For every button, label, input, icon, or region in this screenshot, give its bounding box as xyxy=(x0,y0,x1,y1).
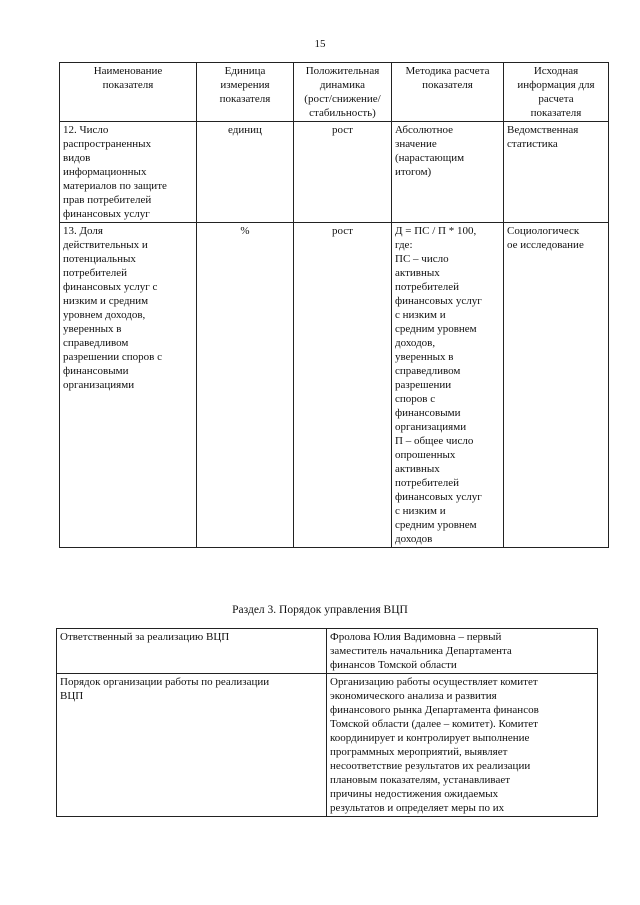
cell-text-line: финансовыми xyxy=(395,407,461,419)
indicator-source xyxy=(504,122,609,223)
cell-text-line: заместитель начальника Департамента xyxy=(330,645,512,657)
cell-text-line: расчета xyxy=(538,93,574,105)
table-row xyxy=(60,223,609,548)
cell-text-line: статистика xyxy=(507,138,558,150)
header-source xyxy=(504,63,609,122)
cell-text-line: финансов Томской области xyxy=(330,659,457,671)
cell-text-line: ВЦП xyxy=(60,690,84,702)
cell-text-line: с низким и xyxy=(395,309,446,321)
indicator-table xyxy=(59,62,609,548)
indicator-method xyxy=(392,122,504,223)
cell-text-line: доходов, xyxy=(395,337,436,349)
cell-text-line: Д = ПС / П * 100, xyxy=(395,225,477,237)
cell-text-line: уровнем доходов, xyxy=(63,309,146,321)
header-dynamics xyxy=(294,63,392,122)
cell-text-line: разрешении xyxy=(395,379,452,391)
cell-text-line: потенциальных xyxy=(63,253,136,265)
cell-text-line: динамика xyxy=(319,79,366,91)
indicator-unit: единиц xyxy=(197,122,294,223)
cell-text-line: показателя xyxy=(102,79,154,91)
cell-text-line: разрешении споров с xyxy=(63,351,162,363)
cell-text-line: Порядок организации работы по реализации xyxy=(60,676,270,688)
cell-text-line: измерения xyxy=(220,79,270,91)
cell-text-line: плановым показателям, устанавливает xyxy=(330,774,511,786)
indicator-dynamics: рост xyxy=(294,223,392,548)
indicator-header-row xyxy=(60,63,609,122)
section-title: Раздел 3. Порядок управления ВЦП xyxy=(232,604,408,616)
table-row xyxy=(60,122,609,223)
cell-text-line: ПС – число xyxy=(395,253,449,265)
cell-text-line: потребителей xyxy=(395,477,459,489)
header-method xyxy=(392,63,504,122)
indicator-dynamics: рост xyxy=(294,122,392,223)
cell-text-line: потребителей xyxy=(395,281,459,293)
cell-text-line: программных мероприятий, выявляет xyxy=(330,746,508,758)
cell-text-line: действительных и xyxy=(63,239,148,251)
cell-text-line: финансовых услуг xyxy=(63,208,150,220)
cell-text-line: низким и средним xyxy=(63,295,149,307)
indicator-name xyxy=(60,122,197,223)
cell-text-line: Наименование xyxy=(93,65,163,77)
cell-text-line: финансовых услуг xyxy=(395,491,482,503)
cell-text-line: стабильность) xyxy=(309,107,376,119)
cell-text-line: экономического анализа и развития xyxy=(330,690,497,702)
cell-text-line: причины недостижения ожидаемых xyxy=(330,788,499,800)
cell-text-line: средним уровнем xyxy=(395,519,477,531)
cell-text-line: показателя xyxy=(530,107,582,119)
cell-text-line: финансовыми xyxy=(63,365,129,377)
cell-text-line: координирует и контролирует выполнение xyxy=(330,732,530,744)
cell-text-line: опрошенных xyxy=(395,449,456,461)
management-value xyxy=(327,674,598,817)
cell-text-line: Абсолютное xyxy=(395,124,453,136)
indicator-unit: % xyxy=(197,223,294,548)
management-value xyxy=(327,629,598,674)
cell-text-line: где: xyxy=(395,239,413,251)
cell-text-line: распространенных xyxy=(63,138,152,150)
cell-text-line: прав потребителей xyxy=(63,194,152,206)
cell-text-line: результатов и определяет меры по их xyxy=(330,802,505,814)
cell-text-line: споров с xyxy=(395,393,436,405)
cell-text-line: справедливом xyxy=(395,365,461,377)
cell-text-line: активных xyxy=(395,267,440,279)
cell-text-line: финансовых услуг xyxy=(395,295,482,307)
cell-text-line: значение xyxy=(395,138,437,150)
cell-text-line: организациями xyxy=(395,421,467,433)
cell-text-line: Социологическ xyxy=(507,225,580,237)
cell-text-line: средним уровнем xyxy=(395,323,477,335)
cell-text-line: с низким и xyxy=(395,505,446,517)
header-name xyxy=(60,63,197,122)
cell-text-line: 12. Число xyxy=(63,124,109,136)
cell-text-line: Организацию работы осуществляет комитет xyxy=(330,676,538,688)
cell-text-line: материалов по защите xyxy=(63,180,167,192)
cell-text-line: Томской области (далее – комитет). Комитет xyxy=(330,718,538,730)
management-label xyxy=(57,629,327,674)
cell-text-line: Положительная xyxy=(305,65,380,77)
management-table xyxy=(56,628,598,817)
cell-text-line: (рост/снижение/ xyxy=(304,93,381,105)
cell-text-line: Ответственный за реализацию ВЦП xyxy=(60,631,230,643)
management-label xyxy=(57,674,327,817)
cell-text-line: организациями xyxy=(63,379,135,391)
cell-text-line: потребителей xyxy=(63,267,127,279)
cell-text-line: 13. Доля xyxy=(63,225,103,237)
cell-text-line: Ведомственная xyxy=(507,124,579,136)
cell-text-line: видов xyxy=(63,152,91,164)
table-row xyxy=(57,629,598,674)
cell-text-line: Методика расчета xyxy=(405,65,490,77)
cell-text-line: справедливом xyxy=(63,337,129,349)
cell-text-line: уверенных в xyxy=(395,351,454,363)
cell-text-line: Единица xyxy=(224,65,266,77)
cell-text-line: показателя xyxy=(422,79,473,91)
cell-text-line: (нарастающим xyxy=(395,152,465,164)
cell-text-line: показателя xyxy=(219,93,271,105)
cell-text-line: финансового рынка Департамента финансов xyxy=(330,704,539,716)
cell-text-line: информация для xyxy=(517,79,595,91)
cell-text-line: активных xyxy=(395,463,440,475)
cell-text-line: несоответствие результатов их реализации xyxy=(330,760,531,772)
cell-text-line: доходов xyxy=(395,533,433,545)
indicator-method xyxy=(392,223,504,548)
cell-text-line: уверенных в xyxy=(63,323,122,335)
page-number: 15 xyxy=(314,38,326,50)
header-unit xyxy=(197,63,294,122)
cell-text-line: П – общее число xyxy=(395,435,474,447)
cell-text-line: финансовых услуг с xyxy=(63,281,158,293)
cell-text-line: Исходная xyxy=(533,65,579,77)
indicator-name xyxy=(60,223,197,548)
cell-text-line: информационных xyxy=(63,166,147,178)
cell-text-line: Фролова Юлия Вадимовна – первый xyxy=(330,631,502,643)
cell-text-line: итогом) xyxy=(395,166,432,178)
cell-text-line: ое исследование xyxy=(507,239,584,251)
table-row xyxy=(57,674,598,817)
indicator-source xyxy=(504,223,609,548)
